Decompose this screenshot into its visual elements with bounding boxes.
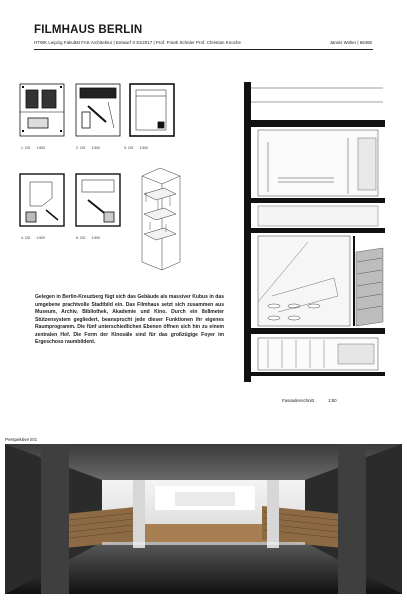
floor-plans-row-1 — [18, 82, 178, 146]
floor-plans-row-2 — [18, 172, 128, 236]
page-title: FILMHAUS BERLIN — [34, 24, 143, 36]
floor-plan-label-3: 3. OG 1:500 — [124, 146, 149, 150]
perspective-rendering — [5, 444, 402, 594]
floor-plan-label-2: 2. OG 1:500 — [76, 146, 101, 150]
project-description: Gelegen in Berlin-Kreuzberg fügt sich das Gebäude als massiver Kubus in das umgebene prachtvolle Stadtbild ein. Das Filmhaus setzt sich zusammen aus Museum, Archiv, Bibliothek, Akademie und Kino. Durch ein 8x8meter Stützensystem gegliedert, beansprucht jede dieser Funktionen ihr eigenes Raumprogramm. Die fünf unterschiedlichen Ebenen öffnen sich hin zu einem zentralen Hof. Die Form der Kinosäle sind für das großzügige Foyer im Ergeschoss raumbildent. — [35, 294, 224, 346]
floor-plan-label-1: 1. OG 1:500 — [21, 146, 46, 150]
perspective-caption: Perspektive EG — [5, 437, 37, 442]
floor-plan-2 — [76, 84, 120, 136]
axonometric-diagram — [136, 166, 186, 278]
floor-plan-label-5: 5. OG 1:500 — [76, 236, 101, 240]
author-info: Jannis Wolter | 66465 — [329, 40, 372, 45]
floor-plan-1 — [20, 84, 64, 136]
floor-plan-4 — [20, 174, 64, 226]
floor-plan-label-4: 4. OG 1:500 — [21, 236, 46, 240]
section-caption: Fassadenschnitt 1:50 — [282, 398, 337, 403]
floor-plan-5 — [76, 174, 120, 226]
header-rule — [34, 49, 373, 50]
course-subtitle: HTWK Leipzig Fakultät FAS Architektur | Entwurf II SS2017 | Prof. Frank Schüler Prof. Christian Knoche — [34, 40, 241, 45]
facade-section-drawing — [238, 82, 385, 386]
floor-plan-3 — [130, 84, 174, 136]
